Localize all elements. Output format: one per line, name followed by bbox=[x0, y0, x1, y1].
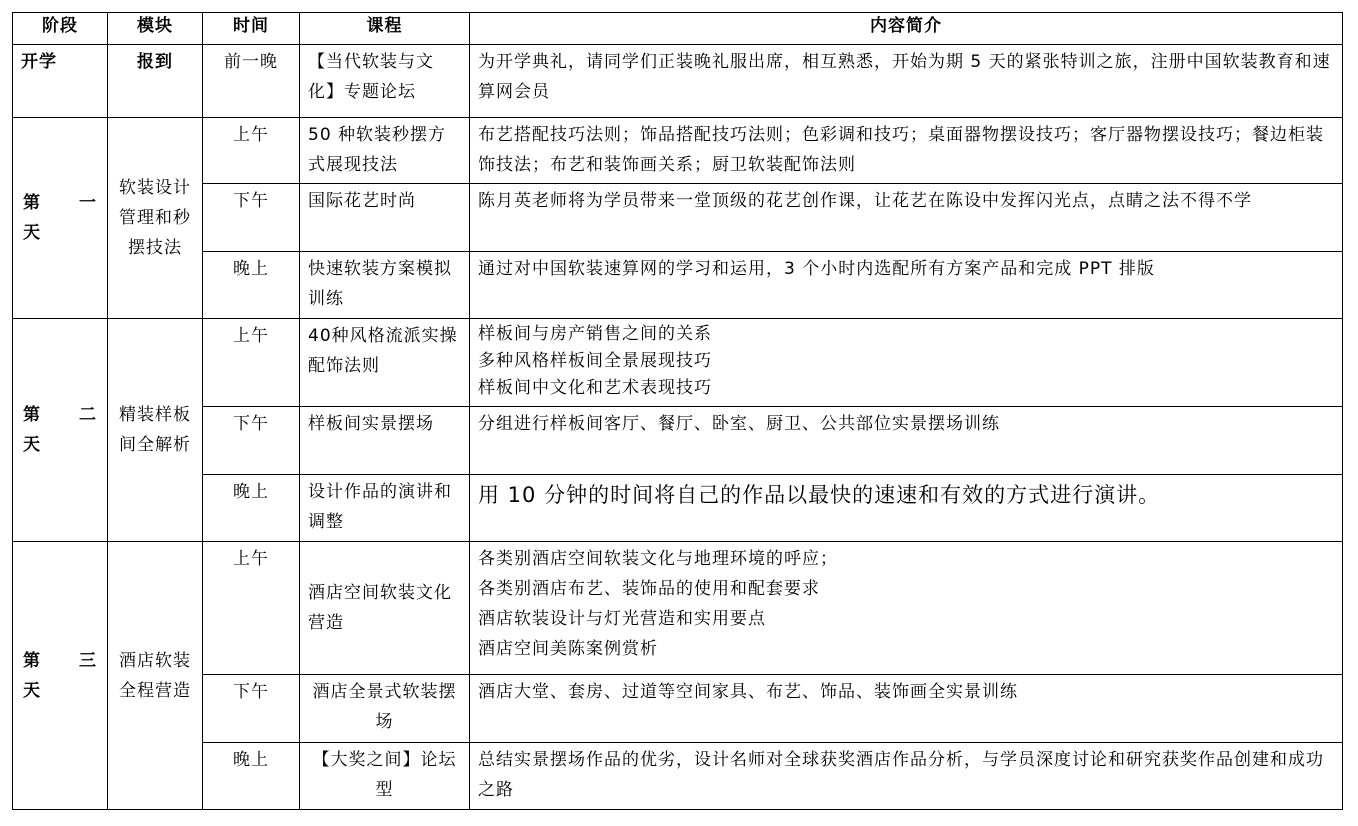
course-cell: 国际花艺时尚 bbox=[300, 184, 470, 252]
content-line: 酒店软装设计与灯光营造和实用要点 bbox=[478, 609, 766, 629]
course-cell: 50 种软装秒摆方式展现技法 bbox=[300, 118, 470, 184]
module-cell-opening: 报到 bbox=[108, 45, 203, 118]
table-row bbox=[13, 542, 1343, 675]
stage-cell-day2 bbox=[13, 319, 108, 542]
content-cell: 陈月英老师将为学员带来一堂顶级的花艺创作课，让花艺在陈设中发挥闪光点，点睛之法不得不学 bbox=[470, 184, 1343, 252]
content-cell: 通过对中国软装速算网的学习和运用，3 个小时内选配所有方案产品和完成 PPT 排版 bbox=[470, 252, 1343, 319]
content-line: 酒店空间美陈案例赏析 bbox=[478, 639, 658, 659]
content-cell: 酒店大堂、套房、过道等空间家具、布艺、饰品、装饰画全实景训练 bbox=[470, 675, 1343, 743]
content-line: 多种风格样板间全景展现技巧 bbox=[478, 351, 712, 371]
content-line: 各类别酒店空间软装文化与地理环境的呼应； bbox=[478, 549, 838, 569]
content-line: 样板间与房产销售之间的关系 bbox=[478, 324, 712, 344]
content-line: 各类别酒店布艺、装饰品的使用和配套要求 bbox=[478, 579, 820, 599]
stage-char: 第 bbox=[23, 193, 41, 213]
content-cell: 分组进行样板间客厅、餐厅、卧室、厨卫、公共部位实景摆场训练 bbox=[470, 407, 1343, 475]
table-row bbox=[13, 407, 1343, 475]
table-row-opening bbox=[13, 45, 1343, 118]
header-row bbox=[13, 13, 1343, 45]
course-cell: 快速软装方案模拟训练 bbox=[300, 252, 470, 319]
course-cell: 设计作品的演讲和调整 bbox=[300, 475, 470, 542]
header-course: 课程 bbox=[300, 13, 470, 45]
table-row bbox=[13, 252, 1343, 319]
stage-cell-day1 bbox=[13, 118, 108, 319]
table-row bbox=[13, 184, 1343, 252]
course-cell: 酒店空间软装文化营造 bbox=[300, 542, 470, 675]
stage-cell-day3 bbox=[13, 542, 108, 810]
stage-char: 天 bbox=[23, 435, 41, 455]
time-cell: 上午 bbox=[203, 319, 300, 407]
stage-char: 一 bbox=[79, 193, 97, 213]
time-cell: 晚上 bbox=[203, 743, 300, 810]
content-line: 样板间中文化和艺术表现技巧 bbox=[478, 378, 712, 398]
content-cell: 用 10 分钟的时间将自己的作品以最快的速速和有效的方式进行演讲。 bbox=[470, 475, 1343, 542]
module-cell-day2: 精装样板间全解析 bbox=[108, 319, 203, 542]
course-cell: 40种风格流派实操配饰法则 bbox=[300, 319, 470, 407]
module-cell-day3: 酒店软装全程营造 bbox=[108, 542, 203, 810]
table-row bbox=[13, 118, 1343, 184]
stage-char: 第 bbox=[23, 405, 41, 425]
table-row bbox=[13, 319, 1343, 407]
time-cell: 晚上 bbox=[203, 252, 300, 319]
course-cell: 酒店全景式软装摆场 bbox=[300, 675, 470, 743]
time-cell: 下午 bbox=[203, 407, 300, 475]
time-cell: 上午 bbox=[203, 118, 300, 184]
time-cell: 下午 bbox=[203, 675, 300, 743]
header-module: 模块 bbox=[108, 13, 203, 45]
stage-cell-opening: 开学 bbox=[13, 45, 108, 118]
stage-char: 二 bbox=[79, 405, 97, 425]
table-row bbox=[13, 475, 1343, 542]
stage-char: 三 bbox=[79, 650, 97, 671]
content-cell bbox=[470, 542, 1343, 675]
course-cell: 【大奖之间】论坛型 bbox=[300, 743, 470, 810]
schedule-container bbox=[12, 12, 1343, 810]
header-stage: 阶段 bbox=[13, 13, 108, 45]
stage-char: 第 bbox=[23, 650, 41, 671]
header-time: 时间 bbox=[203, 13, 300, 45]
course-cell-opening: 【当代软装与文化】专题论坛 bbox=[300, 45, 470, 118]
time-cell: 上午 bbox=[203, 542, 300, 675]
content-cell bbox=[470, 319, 1343, 407]
stage-char: 天 bbox=[23, 223, 41, 243]
content-cell-opening: 为开学典礼，请同学们正装晚礼服出席，相互熟悉，开始为期 5 天的紧张特训之旅，注册中国软装教育和速算网会员 bbox=[470, 45, 1343, 118]
time-cell-opening: 前一晚 bbox=[203, 45, 300, 118]
content-cell: 布艺搭配技巧法则；饰品搭配技巧法则；色彩调和技巧；桌面器物摆设技巧；客厅器物摆设技巧；餐边柜装饰技法；布艺和装饰画关系；厨卫软装配饰法则 bbox=[470, 118, 1343, 184]
table-row bbox=[13, 743, 1343, 810]
content-cell: 总结实景摆场作品的优劣，设计名师对全球获奖酒店作品分析，与学员深度讨论和研究获奖作品创建和成功之路 bbox=[470, 743, 1343, 810]
stage-char: 天 bbox=[23, 680, 41, 701]
course-schedule-table bbox=[12, 12, 1343, 810]
header-content: 内容简介 bbox=[470, 13, 1343, 45]
course-cell: 样板间实景摆场 bbox=[300, 407, 470, 475]
time-cell: 晚上 bbox=[203, 475, 300, 542]
table-row bbox=[13, 675, 1343, 743]
module-cell-day1: 软装设计管理和秒摆技法 bbox=[108, 118, 203, 319]
time-cell: 下午 bbox=[203, 184, 300, 252]
